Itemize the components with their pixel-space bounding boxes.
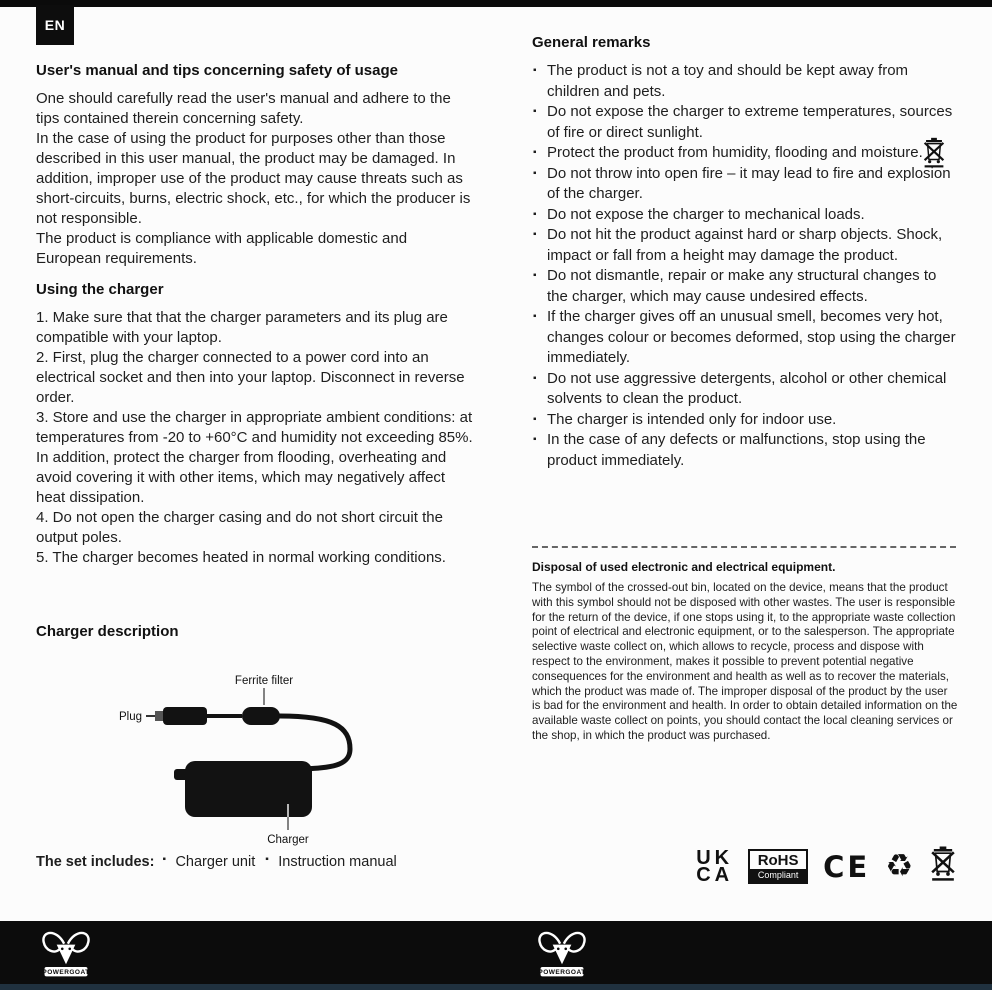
brand-logo <box>534 924 590 987</box>
rohs-mark <box>748 849 808 884</box>
bullet-item: ▪ The product is not a toy and should be kept away from children and pets. <box>532 61 958 102</box>
bullet-item: ▪ In the case of any defects or malfunctions, stop using the product immediately. <box>532 430 958 471</box>
safety-paragraph: One should carefully read the user's manual and adhere to the tips contained therein concerning safety. <box>36 90 451 127</box>
ukca-line1: UK <box>696 846 734 869</box>
numbered-item: 3. Store and use the charger in appropriate ambient conditions: at temperatures from -20 to +60°C and humidity not exceeding 85%. In addition, protect the charger from flooding, overheating and avoid covering it with other items, which may negatively affect heat dissipation. <box>36 409 473 506</box>
charger-body-graphic <box>185 761 312 817</box>
bullet-item: ▪ The charger is intended only for indoor use. <box>532 410 958 431</box>
bullet-item: ▪ Protect the product from humidity, flooding and moisture. <box>532 143 958 164</box>
numbered-item: 2. First, plug the charger connected to a power cord into an electrical socket and then into your laptop. Disconnect in reverse order. <box>36 349 465 406</box>
set-includes-line <box>36 854 496 870</box>
bottom-edge-strip <box>0 984 992 990</box>
brand-logo-text: POWERGOAT <box>42 969 90 976</box>
using-charger-list <box>36 308 474 568</box>
disposal-section <box>532 560 958 744</box>
safety-heading: User's manual and tips concerning safety of usage <box>36 62 398 79</box>
set-includes-item: ▪ Instruction manual <box>265 854 396 870</box>
disposal-heading: Disposal of used electronic and electrical equipment. <box>532 560 836 574</box>
numbered-item: 5. The charger becomes heated in normal working conditions. <box>36 549 446 566</box>
ukca-line2: CA <box>696 863 734 886</box>
safety-paragraph: In the case of using the product for purposes other than those described in this user manual, the product may be damaged. In addition, improper use of the product may cause threats such as short-circuits, burns, electric shock, etc., for which the producer is not responsible. <box>36 130 471 227</box>
plug-body-graphic <box>163 707 207 725</box>
language-badge-label: EN <box>44 17 66 33</box>
numbered-item: 4. Do not open the charger casing and do not short circuit the output poles. <box>36 509 443 546</box>
goat-logo-graphic <box>534 924 590 982</box>
general-remarks-heading: General remarks <box>532 34 651 51</box>
recycle-icon: ♻ <box>885 848 913 884</box>
charger-diagram <box>36 656 476 852</box>
numbered-item: 1. Make sure that that the charger parameters and its plug are compatible with your laptop. <box>36 309 448 346</box>
general-remarks-section <box>532 34 958 471</box>
bullet-item: ▪ Do not hit the product against hard or sharp objects. Shock, impact or fall from a height may damage the product. <box>532 225 958 266</box>
bullet-item: ▪ Do not expose the charger to extreme temperatures, sources of fire or direct sunlight. <box>532 102 958 143</box>
bullet-item: ▪ Do not throw into open fire – it may lead to fire and explosion of the charger. <box>532 164 958 205</box>
ce-mark: CE <box>823 849 871 884</box>
bullet-item: ▪ If the charger gives off an unusual smell, becomes very hot, changes colour or becomes deformed, stop using the charger immediately. <box>532 307 958 369</box>
plug-label: Plug <box>118 711 142 723</box>
language-badge <box>36 5 74 45</box>
using-charger-heading: Using the charger <box>36 281 164 298</box>
safety-paragraph: The product is compliance with applicable domestic and European requirements. <box>36 230 408 267</box>
disposal-body: The symbol of the crossed-out bin, located on the device, means that the product with this symbol should not be disposed with other wastes. The user is responsible for the return of the device, if one stops using it, to the appropriate waste collection point of electrical and electronic equipment, or to the salesperson. The appropriate selective waste collect on, which allows to recycle, process and dispose with respect to the environment, makes it possible to prevent potential negative consequences for the environment and health as well as to recover the materials, which the product was made of. The improper disposal of the product by the user is bad for the environment and health. In order to obtain detailed information on the available waste collect on points, you should contact the local cleaning services or the shop, in which the product was purchased. <box>532 581 958 742</box>
charger-label: Charger <box>267 834 309 846</box>
ukca-mark <box>696 846 734 886</box>
brand-logo <box>38 924 94 987</box>
plug-tip-graphic <box>155 711 163 721</box>
bullet-item: ▪ Do not use aggressive detergents, alcohol or other chemical solvents to clean the product. <box>532 369 958 410</box>
rohs-subtitle: Compliant <box>750 869 806 882</box>
certification-marks <box>696 845 958 888</box>
set-includes-item: ▪ Charger unit <box>162 854 255 870</box>
dashed-divider <box>532 546 956 548</box>
charger-description-heading: Charger description <box>36 623 179 640</box>
ferrite-bead-graphic <box>242 707 280 725</box>
using-charger-section <box>36 281 474 568</box>
top-border-bar <box>0 0 992 7</box>
bullet-item: ▪ Do not expose the charger to mechanical loads. <box>532 205 958 226</box>
footer-bar <box>0 921 992 984</box>
safety-section <box>36 62 474 269</box>
ferrite-filter-label: Ferrite filter <box>234 675 294 687</box>
charger-description-section <box>36 623 476 857</box>
bullet-item: ▪ Do not dismantle, repair or make any structural changes to the charger, which may cause undesired effects. <box>532 266 958 307</box>
weee-bin-icon <box>928 845 958 888</box>
rohs-title: RoHS <box>757 852 799 869</box>
goat-logo-graphic <box>38 924 94 982</box>
set-includes-label: The set includes: <box>36 854 155 870</box>
general-remarks-list <box>532 61 958 471</box>
brand-logo-text: POWERGOAT <box>538 969 586 976</box>
weee-bin-icon-graphic <box>928 845 958 883</box>
safety-paragraphs <box>36 89 474 269</box>
